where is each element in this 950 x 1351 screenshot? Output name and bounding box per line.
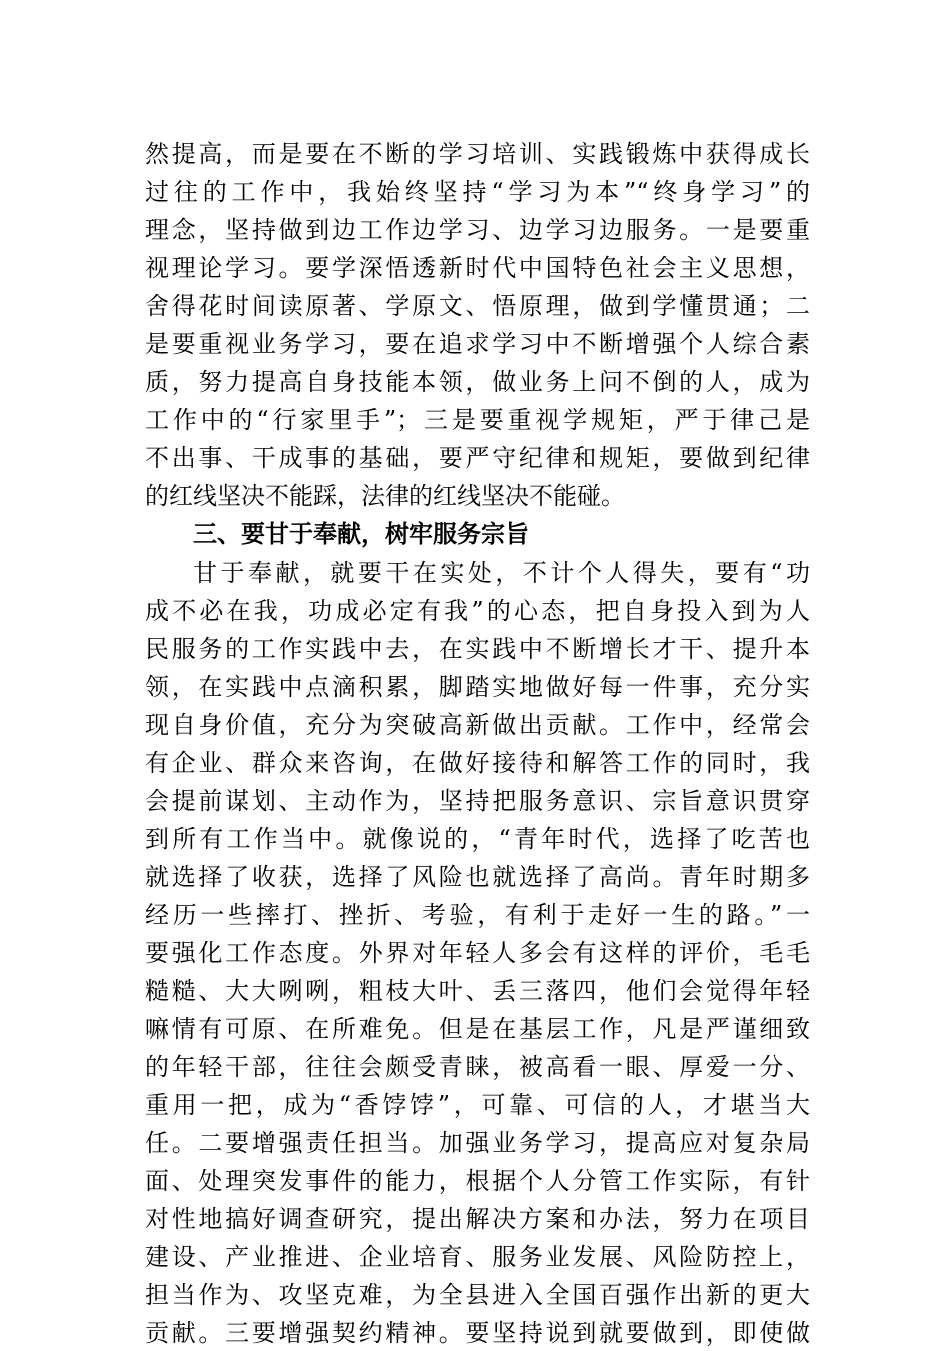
paragraph-line: 担当作为、攻坚克难，为全县进入全国百强作出新的更大 xyxy=(145,1281,810,1309)
paragraph-line: 质，努力提高自身技能本领，做业务上问不倒的人，成为 xyxy=(145,368,810,396)
paragraph-line: 不出事、干成事的基础，要严守纪律和规矩，要做到纪律 xyxy=(145,444,810,472)
paragraph-line: 到所有工作当中。就像说的，“青年时代，选择了吃苦也 xyxy=(145,825,810,853)
paragraph-line: 工作中的“行家里手”；三是要重视学规矩，严于律己是 xyxy=(145,406,810,434)
paragraph-line: 现自身价值，充分为突破高新做出贡献。工作中，经常会 xyxy=(145,711,810,739)
paragraph-line: 对性地搞好调查研究，提出解决方案和办法，努力在项目 xyxy=(145,1205,810,1233)
paragraph-line: 的年轻干部，往往会颇受青睐，被高看一眼、厚爱一分、 xyxy=(145,1053,810,1081)
paragraph-line: 成不必在我，功成必定有我”的心态，把自身投入到为人 xyxy=(145,597,810,625)
paragraph-line: 然提高，而是要在不断的学习培训、实践锻炼中获得成长 xyxy=(145,140,810,168)
paragraph-line: 舍得花时间读原著、学原文、悟原理，做到学懂贯通；二 xyxy=(145,292,810,320)
paragraph-line: 任。二要增强责任担当。加强业务学习，提高应对复杂局 xyxy=(145,1129,810,1157)
paragraph-line: 嘛情有可原、在所难免。但是在基层工作，凡是严谨细致 xyxy=(145,1015,810,1043)
paragraph-line: 的红线坚决不能踩，法律的红线坚决不能碰。 xyxy=(145,482,625,510)
paragraph-line: 有企业、群众来咨询，在做好接待和解答工作的同时，我 xyxy=(145,749,810,777)
paragraph-line: 是要重视业务学习，要在追求学习中不断增强个人综合素 xyxy=(145,330,810,358)
paragraph-line: 建设、产业推进、企业培育、服务业发展、风险防控上， xyxy=(145,1243,810,1271)
paragraph-line: 视理论学习。要学深悟透新时代中国特色社会主义思想， xyxy=(145,254,810,282)
paragraph-line: 贡献。三要增强契约精神。要坚持说到就要做到，即使做 xyxy=(145,1319,810,1347)
paragraph-line: 领，在实践中点滴积累，脚踏实地做好每一件事，充分实 xyxy=(145,673,810,701)
paragraph-line: 民服务的工作实践中去，在实践中不断增长才干、提升本 xyxy=(145,635,810,663)
paragraph-line: 过往的工作中，我始终坚持“学习为本”“终身学习”的 xyxy=(145,178,810,206)
paragraph-line: 会提前谋划、主动作为，坚持把服务意识、宗旨意识贯穿 xyxy=(145,787,810,815)
paragraph-line: 就选择了收获，选择了风险也就选择了高尚。青年时期多 xyxy=(145,863,810,891)
paragraph-line: 重用一把，成为“香饽饽”，可靠、可信的人，才堪当大 xyxy=(145,1091,810,1119)
paragraph-line: 理念，坚持做到边工作边学习、边学习边服务。一是要重 xyxy=(145,216,810,244)
paragraph-line: 要强化工作态度。外界对年轻人多会有这样的评价，毛毛 xyxy=(145,939,810,967)
paragraph-line: 经历一些摔打、挫折、考验，有利于走好一生的路。”一 xyxy=(145,901,810,929)
section-heading: 三、要甘于奉献，树牢服务宗旨 xyxy=(193,520,529,548)
paragraph-line: 面、处理突发事件的能力，根据个人分管工作实际，有针 xyxy=(145,1167,810,1195)
paragraph-line: 糙糙、大大咧咧，粗枝大叶、丢三落四，他们会觉得年轻 xyxy=(145,977,810,1005)
paragraph-line: 甘于奉献，就要干在实处，不计个人得失，要有“功 xyxy=(193,559,810,587)
